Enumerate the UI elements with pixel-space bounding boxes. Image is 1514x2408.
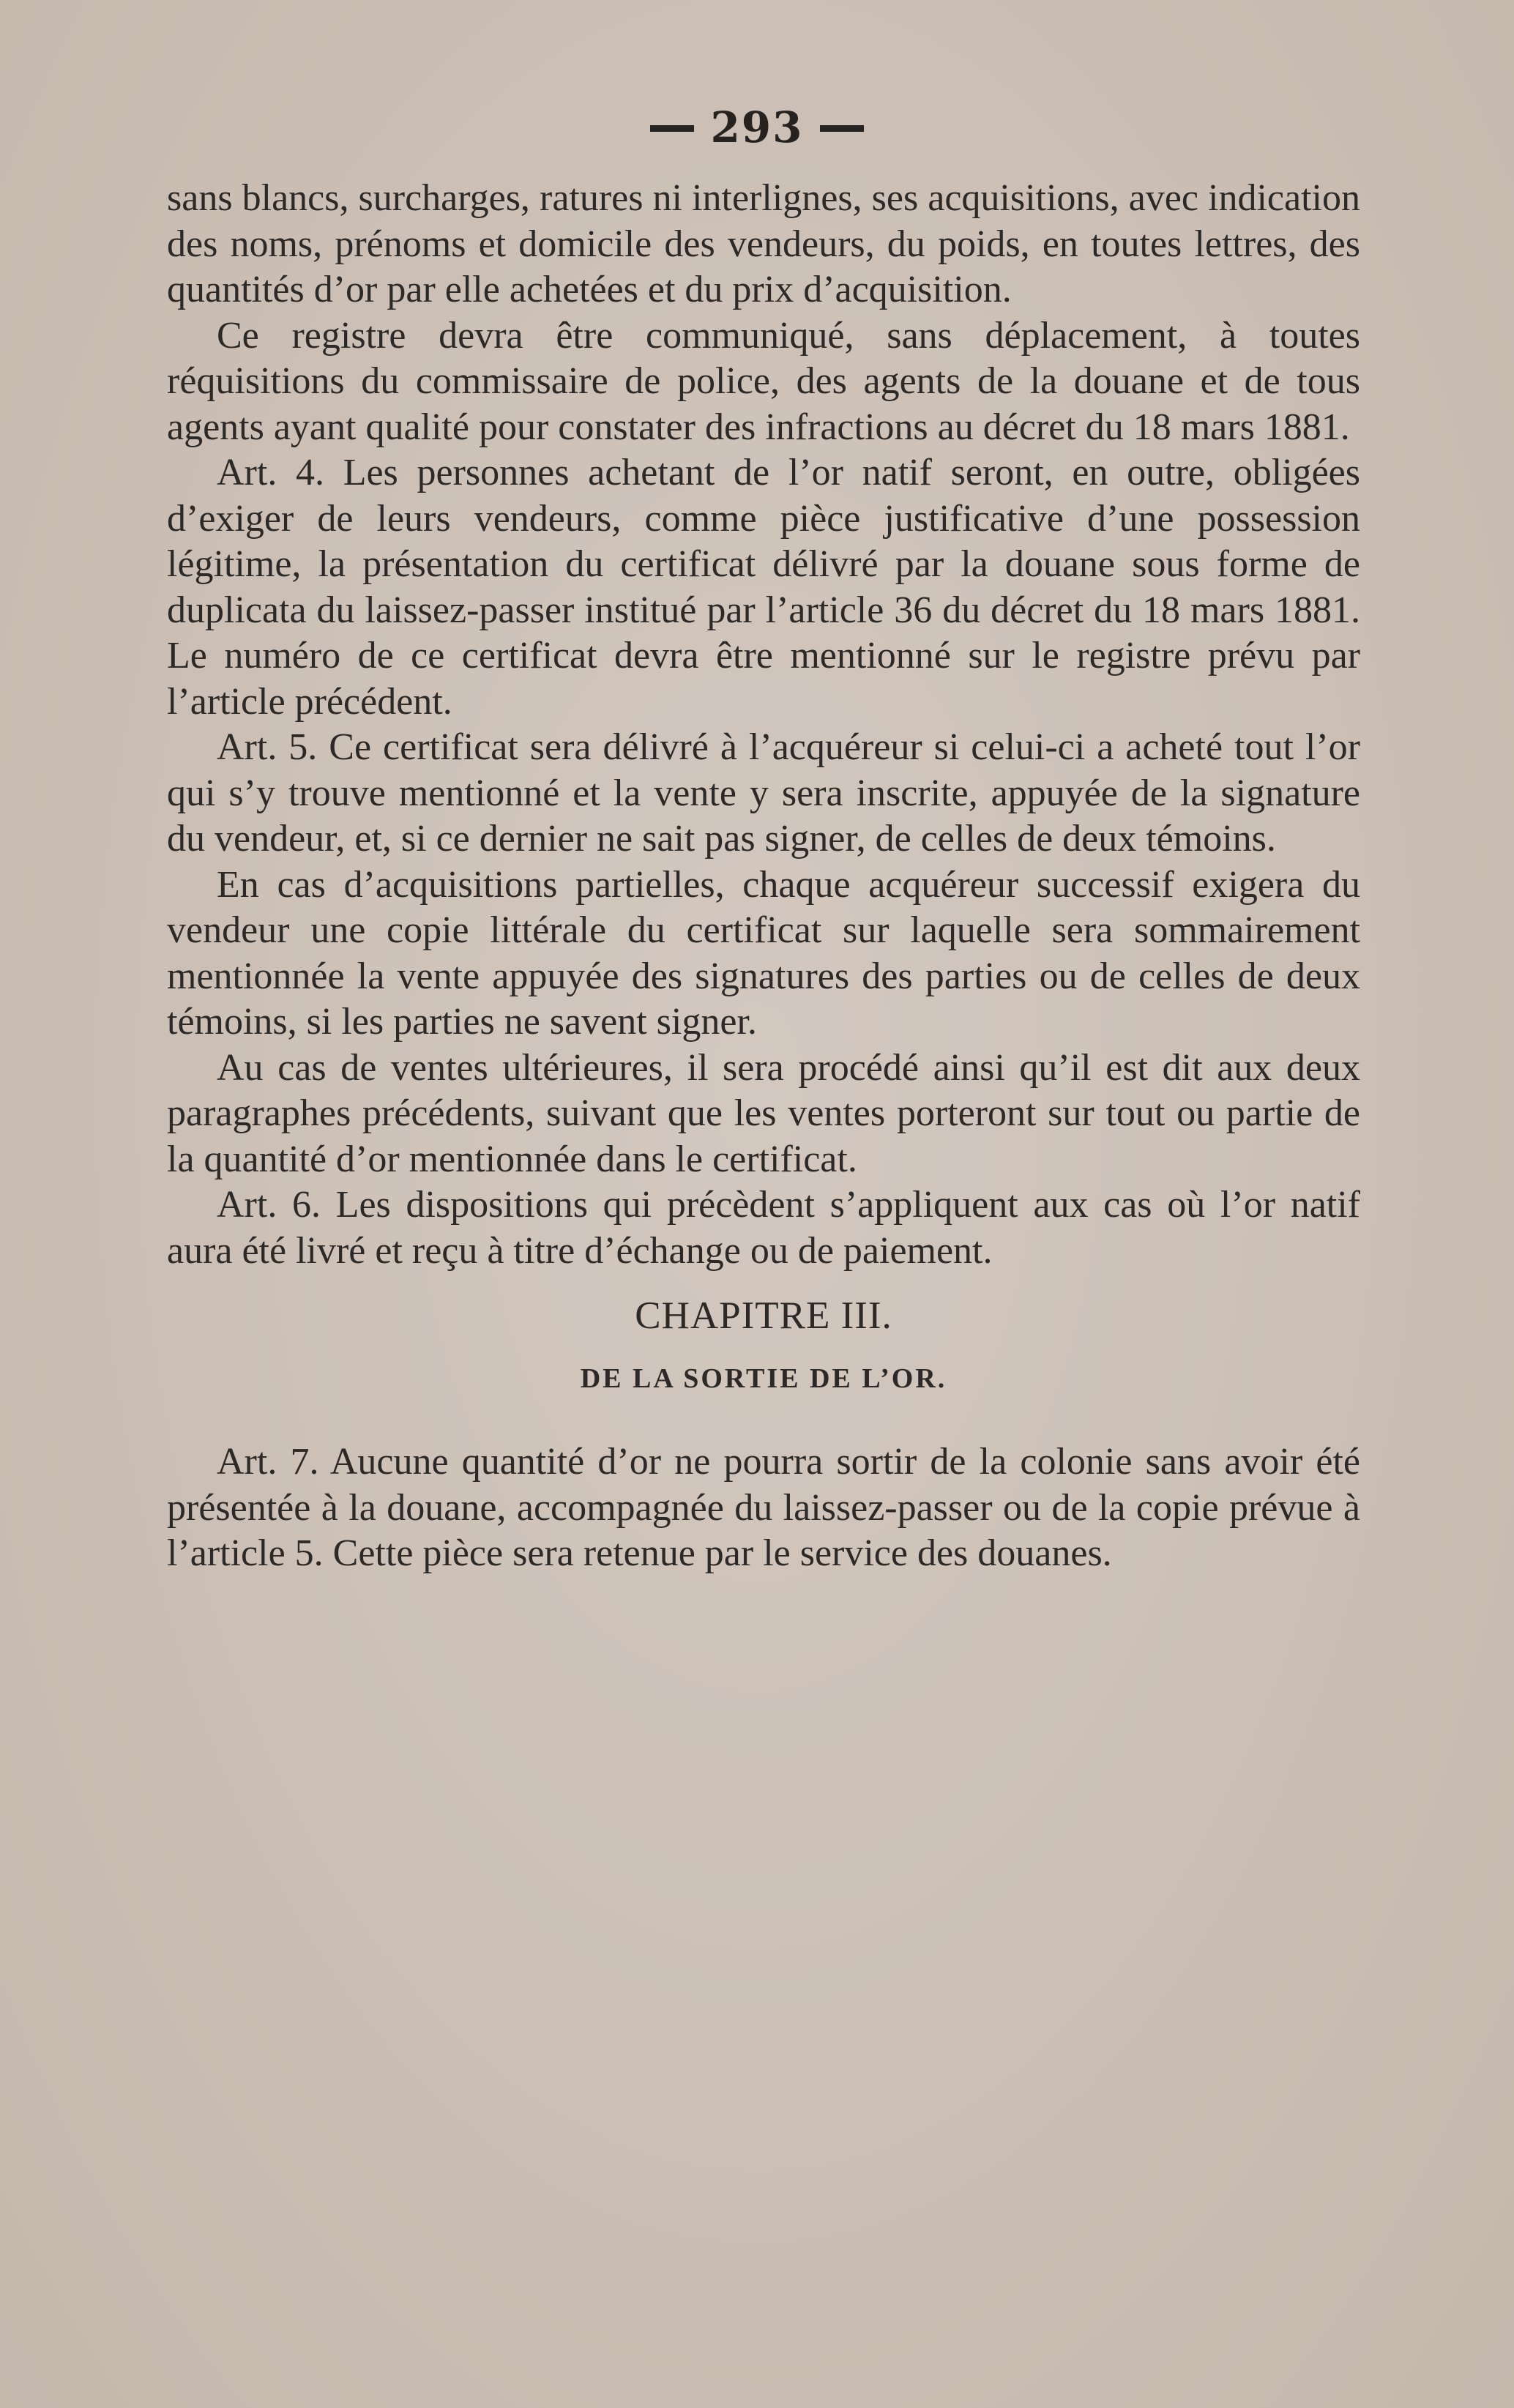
body-text: [167, 176, 1360, 1577]
paragraph-continuation: sans blancs, surcharges, ratures ni interlignes, ses acquisitions, avec indication des noms, prénoms et domicile des vendeurs, du poids, en toutes lettres, des quantités d’or par elle achetées et du prix d’acquisition.: [167, 177, 1360, 310]
paragraph-ventes-ulterieures: Au cas de ventes ultérieures, il sera procédé ainsi qu’il est dit aux deux paragraphes précédents, suivant que les ventes porteront sur tout ou partie de la quantité d’or mentionnée dans le certificat.: [167, 1046, 1360, 1180]
paragraph-acquisitions-partielles: En cas d’acquisitions partielles, chaque acquéreur successif exigera du vendeur une copie littérale du certificat sur laquelle sera sommairement mentionnée la vente appuyée des signatures des parties ou de celles de deux témoins, si les parties ne savent signer.: [167, 863, 1360, 1043]
page-number: 293: [710, 102, 804, 152]
paragraph-article-4: Art. 4. Les personnes achetant de l’or natif seront, en outre, obligées d’exiger de leurs vendeurs, comme pièce justificative d’une possession légitime, la présentation du certificat délivré par la douane sous forme de duplicata du laissez-passer institué par l’article 36 du décret du 18 mars 1881. Le numéro de ce certificat devra être mentionné sur le registre prévu par l’article précédent.: [167, 452, 1360, 723]
paragraph-article-6: Art. 6. Les dispositions qui précèdent s’appliquent aux cas où l’or natif aura été livré et reçu à titre d’échange ou de paiement.: [167, 1184, 1360, 1272]
right-ornament-dash: [820, 125, 864, 132]
chapter-subtitle: DE LA SORTIE DE L’OR.: [580, 1363, 947, 1394]
paragraph-registre: Ce registre devra être communiqué, sans déplacement, à toutes réquisitions du commissaire de police, des agents de la douane et de tous agents ayant qualité pour constater des infractions au décret du 18 mars 1881.: [167, 314, 1360, 448]
paragraph-article-7: Art. 7. Aucune quantité d’or ne pourra sortir de la colonie sans avoir été présentée à la douane, accompagnée du laissez-passer ou de la copie prévue à l’article 5. Cette pièce sera retenue par le service des douanes.: [167, 1441, 1360, 1574]
chapter-title: CHAPITRE III.: [635, 1294, 892, 1337]
page-number-header: [0, 102, 1514, 152]
left-ornament-dash: [650, 125, 694, 132]
paragraph-article-5: Art. 5. Ce certificat sera délivré à l’acquéreur si celui-ci a acheté tout l’or qui s’y trouve mentionné et la vente y sera inscrite, appuyée de la signature du vendeur, et, si ce dernier ne sait pas signer, de celles de deux témoins.: [167, 726, 1360, 860]
